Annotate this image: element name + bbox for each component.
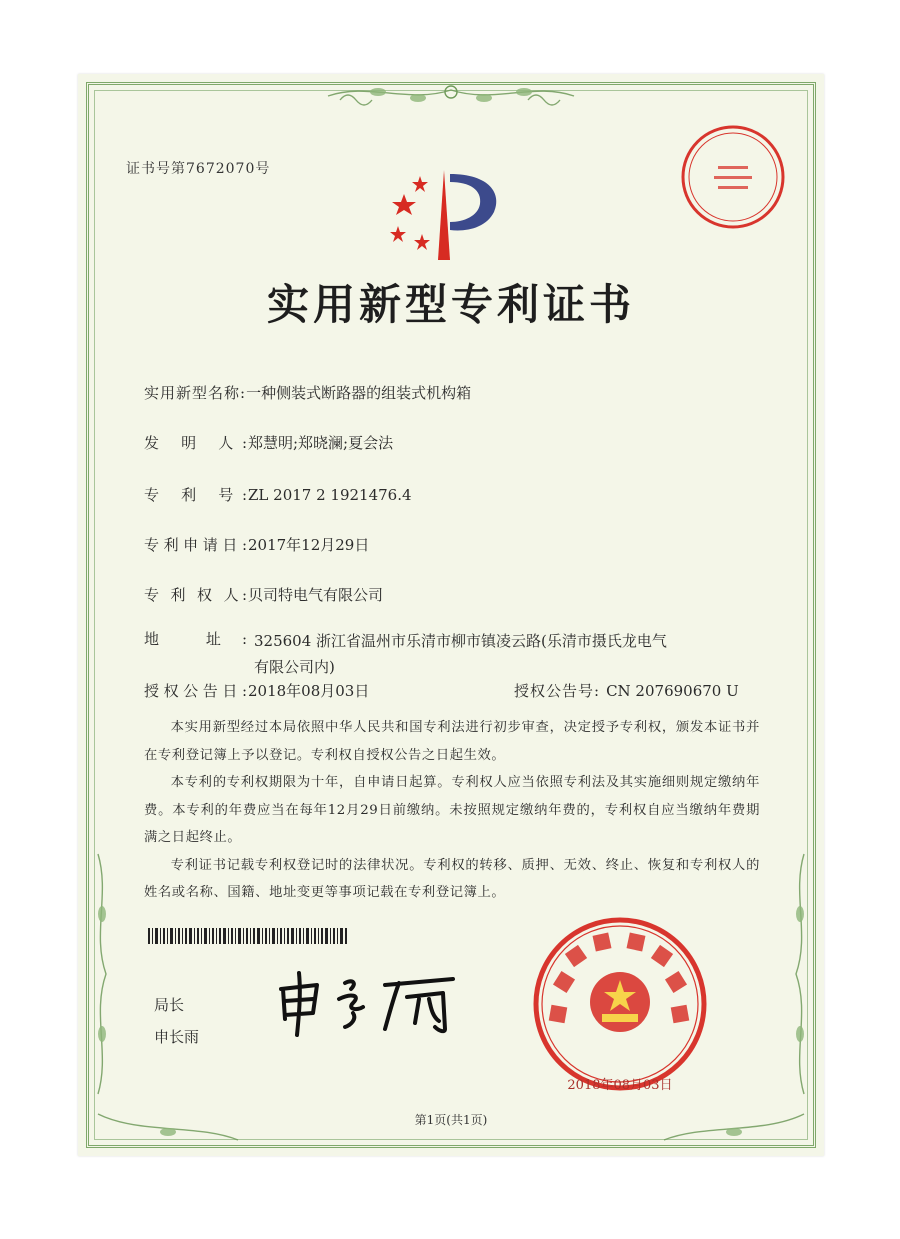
inventor-label: 发 明 人: bbox=[144, 434, 248, 452]
body-paragraph-3: 专利证书记载专利权登记时的法律状况。专利权的转移、质押、无效、终止、恢复和专利权人的姓名或名称、国籍、地址变更等事项记载在专利登记簿上。 bbox=[144, 857, 760, 900]
grant-date-row bbox=[144, 680, 369, 701]
director-name: 申长雨 bbox=[154, 1028, 200, 1046]
barcode-icon bbox=[148, 928, 348, 944]
agency-stamp-icon bbox=[678, 122, 788, 232]
grant-number-value: CN 207690670 U bbox=[606, 682, 739, 700]
certificate-body bbox=[144, 714, 760, 907]
filing-date-row bbox=[144, 534, 369, 555]
grant-number-label: 授权公告号: bbox=[514, 682, 601, 700]
patentee-value: 贝司特电气有限公司 bbox=[248, 586, 384, 604]
body-paragraph-1: 本实用新型经过本局依照中华人民共和国专利法进行初步审查，决定授予专利权，颁发本证书并在专利登记簿上予以登记。专利权自授权公告之日起生效。 bbox=[144, 720, 760, 763]
director-title: 局长 bbox=[154, 996, 185, 1014]
address-value: 325604 浙江省温州市乐清市柳市镇凌云路(乐清市摄氏龙电气有限公司内) bbox=[254, 632, 667, 676]
inventor-value: 郑慧明;郑晓澜;夏会法 bbox=[248, 434, 394, 452]
patent-certificate bbox=[78, 74, 824, 1156]
page-footer: 第1页(共1页) bbox=[414, 1113, 488, 1127]
patent-office-logo-icon bbox=[378, 164, 508, 264]
body-paragraph-2: 本专利的专利权期限为十年，自申请日起算。专利权人应当依照专利法及其实施细则规定缴纳年费。本专利的年费应当在每年12月29日前缴纳。未按照规定缴纳年费的，专利权自应当缴纳年费期满之日起终止。 bbox=[144, 775, 760, 845]
patent-number-row bbox=[144, 484, 412, 505]
certificate-title: 实用新型专利证书 bbox=[266, 280, 635, 329]
grant-date-label: 授权公告日: bbox=[144, 682, 248, 700]
patent-number-label: 专 利 号: bbox=[144, 486, 248, 504]
certificate-number: 证书号第7672070号 bbox=[126, 161, 271, 177]
grant-number-row bbox=[514, 680, 739, 701]
utility-model-name-value: 一种侧装式断路器的组装式机构箱 bbox=[246, 384, 472, 402]
address-row bbox=[144, 628, 248, 649]
filing-date-value: 2017年12月29日 bbox=[248, 536, 370, 554]
filing-date-label: 专利申请日: bbox=[144, 536, 248, 554]
utility-model-name-label: 实用新型名称: bbox=[144, 384, 247, 402]
patent-number-value: ZL 2017 2 1921476.4 bbox=[248, 486, 412, 504]
patentee-row bbox=[144, 584, 383, 605]
inventor-row bbox=[144, 432, 393, 453]
patentee-label: 专 利 权 人: bbox=[144, 586, 248, 604]
seal-date: 2018年08月03日 bbox=[567, 1078, 673, 1093]
grant-date-value: 2018年08月03日 bbox=[248, 682, 370, 700]
utility-model-name-row bbox=[144, 382, 471, 403]
official-seal-icon bbox=[530, 914, 710, 1094]
address-label: 地 址: bbox=[144, 630, 248, 648]
director-signature-icon bbox=[273, 969, 473, 1039]
